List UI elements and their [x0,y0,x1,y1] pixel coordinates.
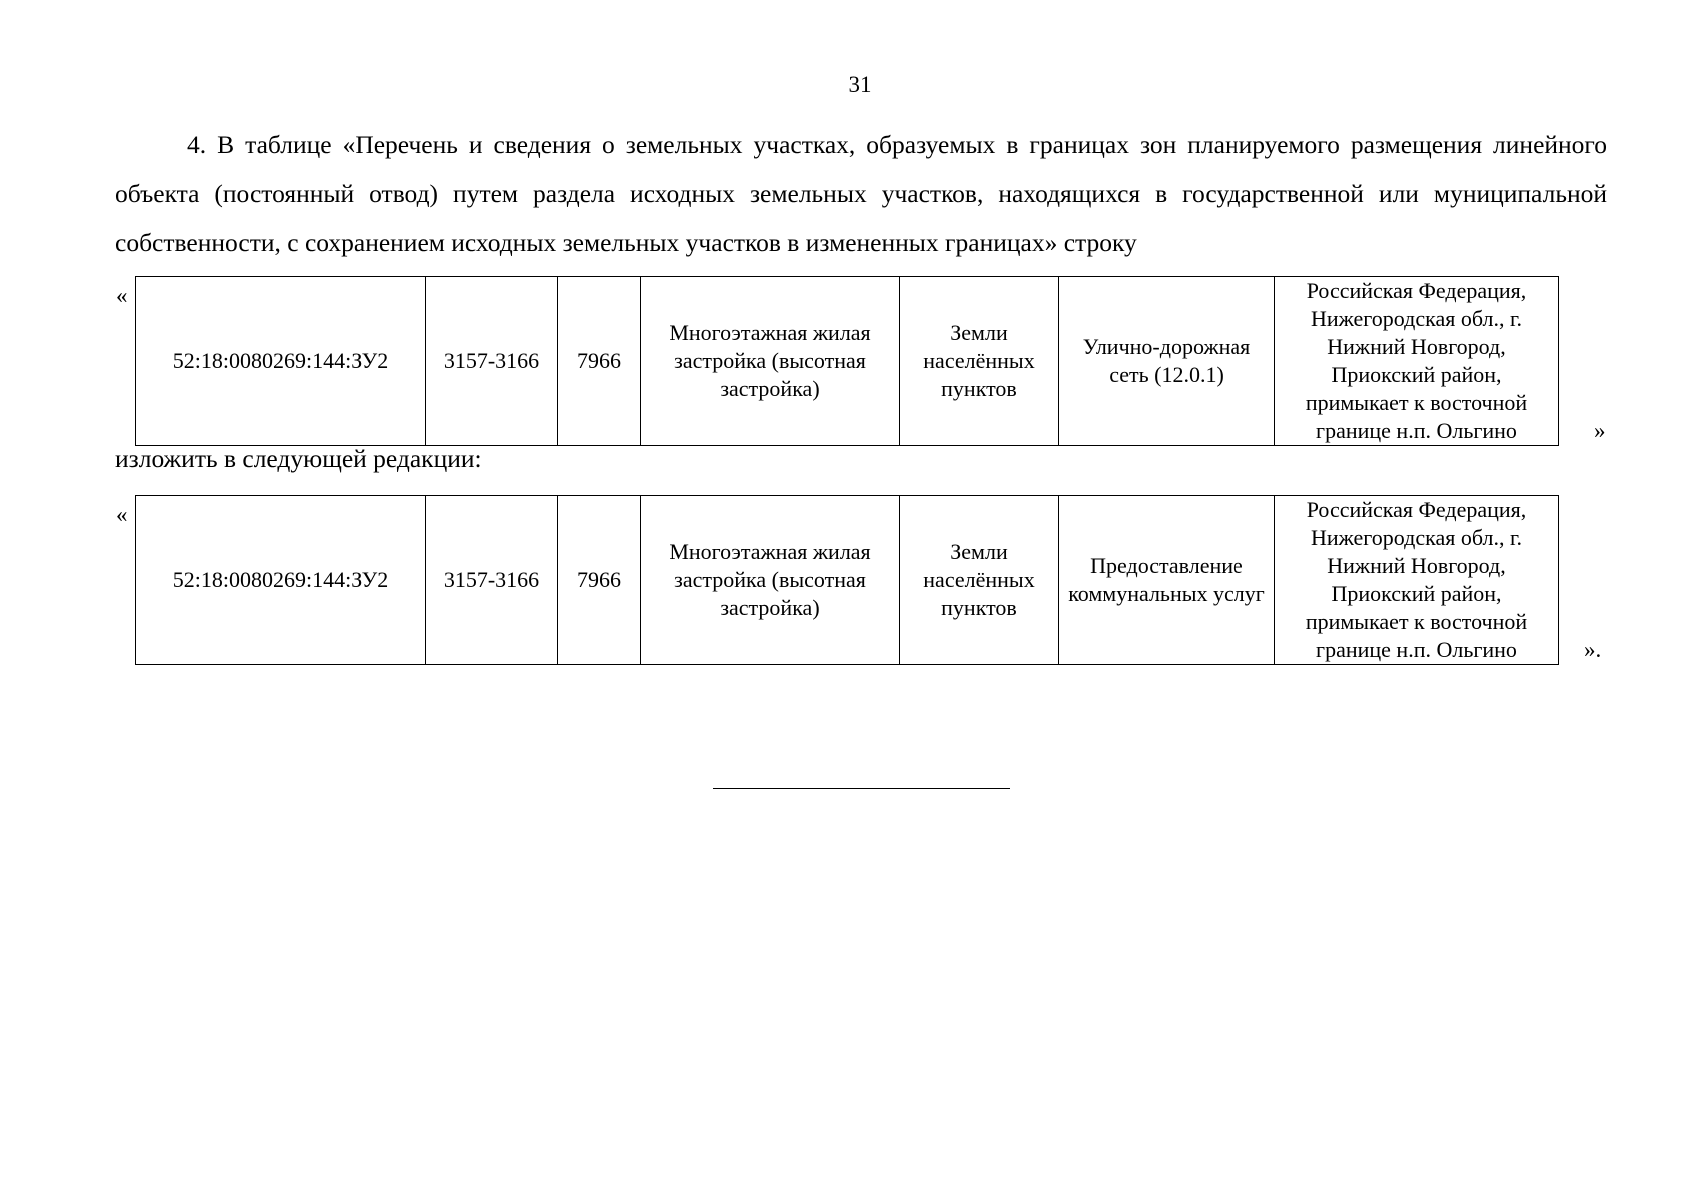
transition-text: изложить в следующей редакции: [115,444,482,473]
closing-rule [713,788,1010,789]
old-row-quote-close: » [1594,418,1606,443]
points-cell: 3157-3166 [426,277,558,446]
new-row-quote-close: ». [1584,637,1602,662]
amendment-paragraph: 4. В таблице «Перечень и сведения о земельных участках, образуемых в границах зон планируемого размещения линейного объекта (постоянный отвод) путем раздела исходных земельных участков, находящихся в государственной или муниципальной собственности, с сохранением исходных земельных участков в измененных границах» строку [115,130,1607,257]
table-row [136,496,1559,665]
page-number: 31 [848,72,872,97]
permitted-use-cell: Предоставление коммунальных услуг [1059,496,1275,665]
cadastral-number-cell: 52:18:0080269:144:ЗУ2 [136,496,426,665]
area-cell: 7966 [558,496,641,665]
cadastral-number-cell: 52:18:0080269:144:ЗУ2 [136,277,426,446]
zone-cell: Многоэтажная жилая застройка (высотная застройка) [641,277,900,446]
old-row-table [135,276,1559,446]
new-row-table [135,495,1559,665]
old-row-quote-open: « [116,283,128,308]
new-row-quote-open: « [116,502,128,527]
address-cell: Российская Федерация, Нижегородская обл., г. Нижний Новгород, Приокский район, примыкает к восточной границе н.п. Ольгино [1275,277,1559,446]
zone-cell: Многоэтажная жилая застройка (высотная застройка) [641,496,900,665]
address-cell: Российская Федерация, Нижегородская обл., г. Нижний Новгород, Приокский район, примыкает к восточной границе н.п. Ольгино [1275,496,1559,665]
area-cell: 7966 [558,277,641,446]
points-cell: 3157-3166 [426,496,558,665]
permitted-use-cell: Улично-дорожная сеть (12.0.1) [1059,277,1275,446]
land-category-cell: Земли населённых пунктов [900,496,1059,665]
table-row [136,277,1559,446]
land-category-cell: Земли населённых пунктов [900,277,1059,446]
